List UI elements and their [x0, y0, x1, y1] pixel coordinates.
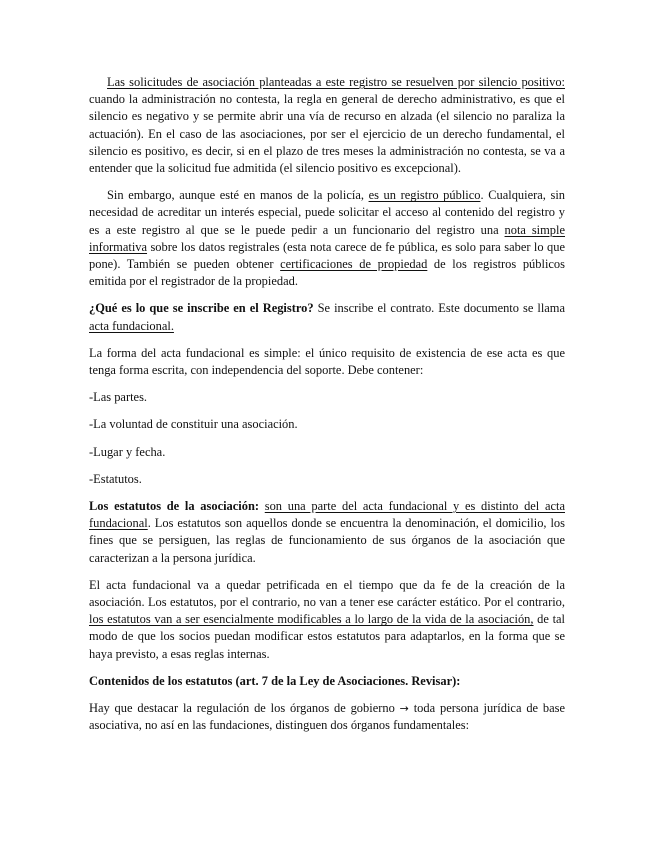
bold-question: ¿Qué es lo que se inscribe en el Registro?	[89, 301, 314, 316]
document-page	[89, 74, 565, 745]
paragraph-text: sobre los datos registrales (esta nota carece de fe pública, es solo para saber lo que pone). También se pueden obtener	[89, 239, 565, 272]
underlined-certificaciones: certificaciones de propiedad	[280, 257, 428, 272]
underlined-registro-publico: es un registro público	[368, 188, 481, 203]
paragraph-silencio-positivo	[89, 74, 565, 177]
paragraph-text: toda persona jurídica de base asociativa, no así en las fundaciones, distinguen dos órganos fundamentales:	[89, 701, 565, 733]
paragraph-estatutos	[89, 498, 565, 567]
paragraph-organos-gobierno	[89, 700, 565, 734]
list-item: -Lugar y fecha.	[89, 444, 166, 459]
paragraph-text: Se inscribe el contrato. Este documento se llama	[313, 301, 565, 316]
paragraph-que-se-inscribe	[89, 300, 565, 334]
right-arrow-icon: →	[399, 702, 409, 716]
underlined-estatutos-modificables: los estatutos van a ser esencialmente modificables a lo largo de la vida de la asociación,	[89, 612, 534, 627]
underlined-estatutos-definicion: son una parte del acta fundacional y es distinto del acta fundacional	[89, 499, 565, 531]
paragraph-text: . Cualquiera, sin necesidad de acreditar un interés especial, puede solicitar el acceso al contenido del registro y es a este registro al que se le puede pedir a un funcionario del registro una	[89, 188, 565, 237]
section-heading: Contenidos de los estatutos (art. 7 de la Ley de Asociaciones. Revisar):	[89, 673, 461, 688]
paragraph-forma-acta: La forma del acta fundacional es simple: el único requisito de existencia de ese acta es que tenga forma escrita, con independencia del soporte. Debe contener:	[89, 345, 565, 378]
underlined-acta-fundacional: acta fundacional.	[89, 318, 174, 333]
list-item: -Las partes.	[89, 390, 148, 405]
list-item: -La voluntad de constituir una asociación.	[89, 417, 298, 432]
paragraph-text: . Los estatutos son aquellos donde se encuentra la denominación, el domicilio, los fines que se persiguen, las reglas de funcionamiento de sus órganos de la asociación que caracterizan a la persona jurídica.	[89, 516, 565, 565]
paragraph-text: Sin embargo, aunque esté en manos de la policía,	[107, 188, 369, 203]
paragraph-acta-petrificada	[89, 577, 565, 663]
paragraph-registro-publico	[89, 187, 565, 290]
paragraph-text: Hay que destacar la regulación de los órganos de gobierno	[89, 701, 400, 716]
list-item: -Estatutos.	[89, 471, 142, 486]
bold-term: Los estatutos de la asociación:	[89, 499, 260, 514]
paragraph-text: de los registros públicos emitida por el registrador de la propiedad.	[89, 257, 565, 289]
paragraph-text: cuando la administración no contesta, la regla en general de derecho administrativo, es que el silencio es negativo y se permite abrir una vía de recurso en alzada (el silencio no paraliza la actuación). En el caso de las asociaciones, por ser el ejercicio de un derecho fundamental, el silencio es positivo, es decir, si en el plazo de tres meses la administración no contesta, se va a entender que la solicitud fue admitida (el silencio positivo es excepcional).	[89, 92, 565, 176]
underlined-nota-simple: nota simple informativa	[89, 222, 566, 254]
paragraph-text: de tal modo de que los socios puedan modificar estos estatutos para adaptarlos, en la forma que se haya previsto, a esas reglas internas.	[89, 612, 565, 661]
paragraph-text: El acta fundacional va a quedar petrificada en el tiempo que da fe de la creación de la asociación. Los estatutos, por el contrario, no van a tener ese carácter estático. Por el contrario,	[89, 577, 565, 610]
underlined-lead: Las solicitudes de asociación planteadas a este registro se resuelven por silencio positivo:	[107, 75, 565, 89]
